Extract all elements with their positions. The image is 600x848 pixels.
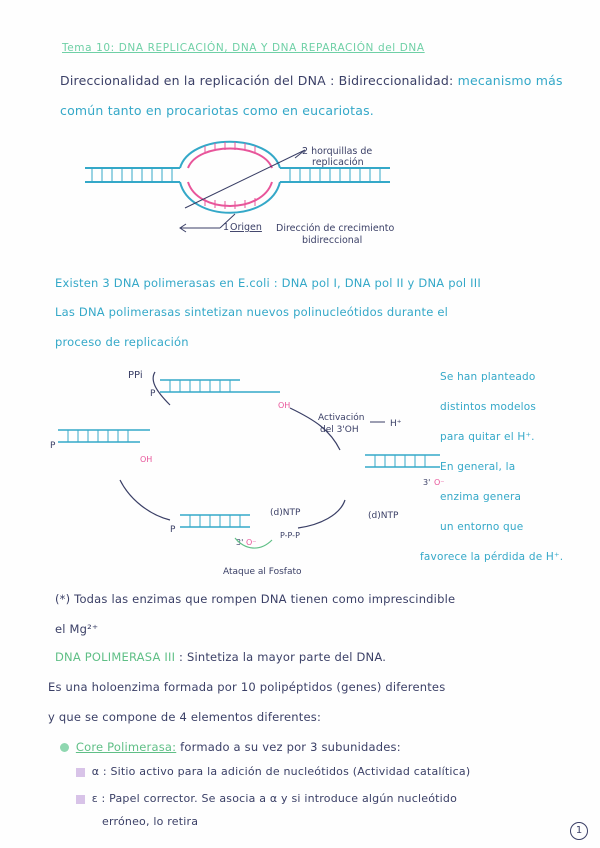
core-desc: formado a su vez por 3 subunidades:: [180, 740, 401, 754]
bullet-icon: [60, 743, 69, 752]
holoenzyme-line2: y que se compone de 4 elementos diferentes:: [48, 710, 322, 724]
ppp-label: P-P-P: [280, 531, 300, 540]
pol3-desc: : Sintetiza la mayor parte del DNA.: [179, 650, 387, 664]
pol3-line: [55, 650, 386, 664]
bidirectionality-term: Bidireccionalidad:: [338, 73, 454, 88]
side-note-line: un entorno que: [440, 521, 524, 533]
alpha-text: α : Sitio activo para la adición de nucleótidos (Actividad catalítica): [91, 765, 471, 778]
activation-label: Activación: [318, 413, 365, 423]
polymerases-line3: proceso de replicación: [55, 335, 189, 349]
three-prime-bottom: 3': [236, 538, 244, 547]
side-note-line: favorece la pérdida de H⁺.: [420, 551, 564, 563]
epsilon-text: ε : Papel corrector. Se asocia a α y si introduce algún nucleótido: [91, 792, 458, 805]
square-bullet-icon: [76, 768, 85, 777]
holoenzyme-line1: Es una holoenzima formada por 10 polipéptidos (genes) diferentes: [48, 680, 446, 694]
epsilon-line-2: erróneo, lo retira: [102, 815, 199, 828]
origin-label: Origen: [230, 222, 262, 233]
side-note-line: para quitar el H⁺.: [440, 431, 535, 443]
bidirectionality-line2: común tanto en procariotas como en eucariotas.: [60, 103, 374, 118]
forks-label: 2 horquillas de: [302, 146, 373, 157]
bidirectionality-lead: Direccionalidad en la replicación del DNA :: [60, 73, 335, 88]
three-prime-right: 3': [423, 478, 431, 487]
side-note-line: Se han planteado: [440, 371, 536, 383]
dntp-bottom: (d)NTP: [270, 508, 301, 518]
bidirectionality-paragraph: [60, 73, 563, 88]
mg-note-2: el Mg²⁺: [55, 622, 99, 636]
side-note-line: En general, la: [440, 461, 516, 473]
side-note-line: enzima genera: [440, 491, 522, 503]
ppi-label: PPi: [128, 370, 143, 381]
replication-bubble-diagram: [80, 128, 440, 258]
oh-top: OH: [278, 401, 291, 410]
core-term: Core Polimerasa:: [75, 740, 177, 754]
core-line: [60, 740, 401, 754]
square-bullet-icon: [76, 795, 85, 804]
dntp-right: (d)NTP: [368, 511, 399, 521]
o-minus-bottom: O⁻: [246, 538, 257, 547]
polymerases-line2: Las DNA polimerasas sintetizan nuevos polinucleótidos durante el: [55, 305, 449, 319]
polymerase-mechanism-diagram: [40, 360, 445, 580]
epsilon-line: [76, 792, 457, 805]
p-left: P: [50, 441, 56, 451]
forks-label-2: replicación: [312, 157, 364, 168]
p-bottom: P: [170, 525, 176, 535]
alpha-line: [76, 765, 470, 778]
origin-prefix: 1: [223, 222, 230, 233]
polymerases-line1: Existen 3 DNA polimerasas en E.coli : DNA pol I, DNA pol II y DNA pol III: [55, 276, 481, 290]
o-minus-right: O⁻: [434, 478, 445, 487]
page-number: 1: [570, 822, 588, 840]
pol3-title: DNA POLIMERASA III: [55, 650, 176, 664]
page-title: Tema 10: DNA REPLICACIÓN, DNA Y DNA REPARACIÓN del DNA: [62, 42, 425, 54]
activation-label-2: del 3'OH: [320, 425, 359, 435]
direction-label-2: bidireccional: [302, 235, 363, 246]
h-plus-label: H⁺: [390, 419, 402, 429]
mg-note: (*) Todas las enzimas que rompen DNA tienen como imprescindible: [55, 592, 456, 606]
bidirectionality-rest: mecanismo más: [457, 73, 563, 88]
attack-label: Ataque al Fosfato: [223, 567, 302, 577]
side-note-line: distintos modelos: [440, 401, 537, 413]
p-top: P: [150, 389, 156, 399]
oh-left: OH: [140, 455, 153, 464]
direction-label: Dirección de crecimiento: [276, 223, 395, 234]
side-note: [420, 362, 564, 572]
